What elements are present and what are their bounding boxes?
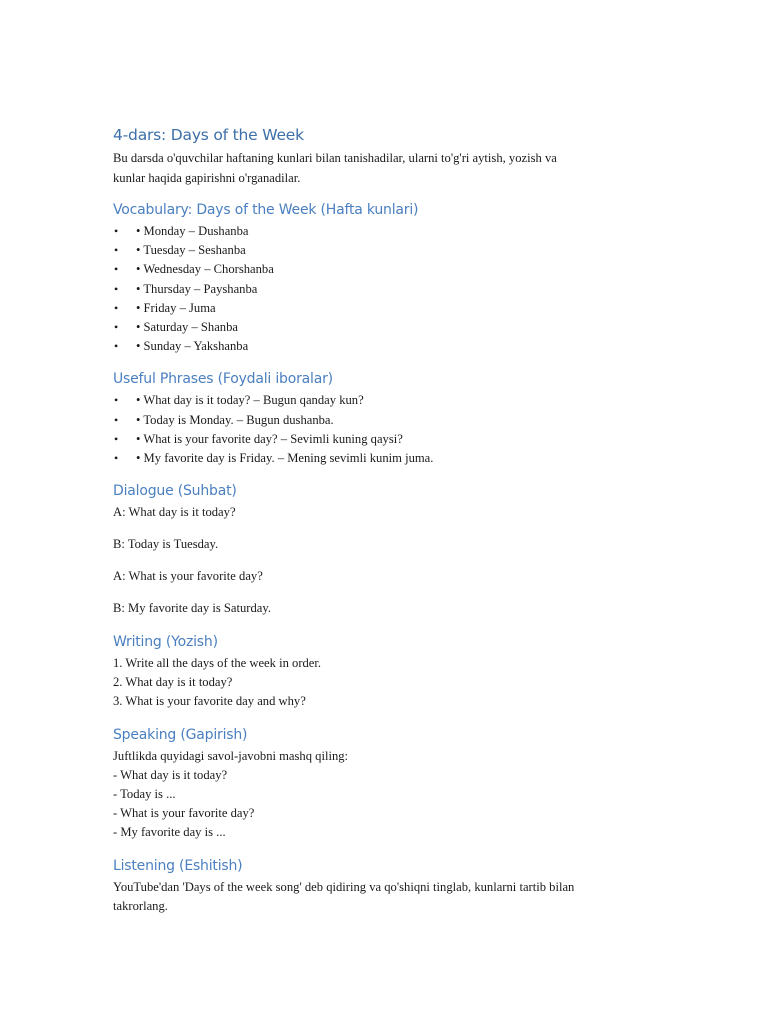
dialogue-line: A: What day is it today? <box>113 505 236 520</box>
writing-tasks <box>113 654 673 711</box>
bullet-icon: • <box>114 224 119 238</box>
vocabulary-item-text: • Sunday – Yakshanba <box>136 339 249 354</box>
speaking-line: Juftlikda quyidagi savol-javobni mashq qiling: <box>113 748 349 763</box>
bullet-icon: • <box>114 412 119 427</box>
phrase-item-text: • What is your favorite day? – Sevimli kuning qaysi? <box>136 431 403 446</box>
speaking-line: - My favorite day is ... <box>113 824 226 839</box>
speaking-line: - What is your favorite day? <box>113 805 255 820</box>
lesson-title: 4-dars: Days of the Week <box>113 126 304 144</box>
intro-line-2: kunlar haqida gapirishni o'rganadilar. <box>113 170 301 185</box>
bullet-icon: • <box>114 451 119 466</box>
listening-line: YouTube'dan 'Days of the week song' deb qidiring va qo'shiqni tinglab, kunlarni tartib bilan <box>113 879 575 894</box>
bullet-icon: • <box>114 320 119 335</box>
vocabulary-item <box>113 222 673 241</box>
listening-line: takrorlang. <box>113 898 168 913</box>
vocabulary-item <box>113 337 673 356</box>
phrase-item-text: • My favorite day is Friday. – Mening sevimli kunim juma. <box>136 451 434 466</box>
vocabulary-item <box>113 260 673 279</box>
phrase-item <box>113 449 673 468</box>
vocabulary-item <box>113 280 673 299</box>
dialogue-line: B: Today is Tuesday. <box>113 537 219 552</box>
phrase-item <box>113 391 673 410</box>
listening-task <box>113 878 673 916</box>
speaking-line: - Today is ... <box>113 786 176 801</box>
bullet-icon: • <box>114 262 119 277</box>
phrase-item <box>113 411 673 430</box>
dialogue-line: A: What is your favorite day? <box>113 569 263 584</box>
phrase-item-text: • What day is it today? – Bugun qanday kun? <box>136 393 364 408</box>
dialogue-heading: Dialogue (Suhbat) <box>113 483 237 500</box>
vocabulary-item <box>113 318 673 337</box>
writing-heading: Writing (Yozish) <box>113 633 218 650</box>
speaking-tasks <box>113 747 673 842</box>
vocabulary-list <box>113 222 673 356</box>
bullet-icon: • <box>114 300 119 315</box>
vocabulary-item-text: • Friday – Juma <box>136 300 216 315</box>
bullet-icon: • <box>114 393 119 408</box>
phrase-item <box>113 430 673 449</box>
dialogue-line: B: My favorite day is Saturday. <box>113 601 271 616</box>
vocabulary-item-text: • Tuesday – Seshanba <box>136 243 246 258</box>
vocabulary-item-text: • Wednesday – Chorshanba <box>136 262 274 277</box>
phrase-item-text: • Today is Monday. – Bugun dushanba. <box>136 412 334 427</box>
listening-heading: Listening (Eshitish) <box>113 857 243 874</box>
bullet-icon: • <box>114 281 119 296</box>
phrases-heading: Useful Phrases (Foydali iboralar) <box>113 371 333 388</box>
vocabulary-item-text: • Saturday – Shanba <box>136 320 238 335</box>
vocabulary-item-text: • Thursday – Payshanba <box>136 281 258 296</box>
document-page <box>113 124 673 916</box>
speaking-heading: Speaking (Gapirish) <box>113 726 248 743</box>
vocabulary-item <box>113 241 673 260</box>
vocabulary-heading: Vocabulary: Days of the Week (Hafta kunlari) <box>113 202 419 218</box>
vocabulary-item-text: • Monday – Dushanba <box>136 224 249 238</box>
writing-task: 3. What is your favorite day and why? <box>113 693 306 708</box>
vocabulary-item <box>113 299 673 318</box>
intro-line-1: Bu darsda o'quvchilar haftaning kunlari bilan tanishadilar, ularni to'g'ri aytish, yozish va <box>113 151 557 165</box>
writing-task: 1. Write all the days of the week in order. <box>113 655 322 670</box>
phrases-list <box>113 391 673 468</box>
writing-task: 2. What day is it today? <box>113 674 233 689</box>
bullet-icon: • <box>114 339 119 354</box>
speaking-line: - What day is it today? <box>113 767 228 782</box>
bullet-icon: • <box>114 243 119 258</box>
bullet-icon: • <box>114 431 119 446</box>
